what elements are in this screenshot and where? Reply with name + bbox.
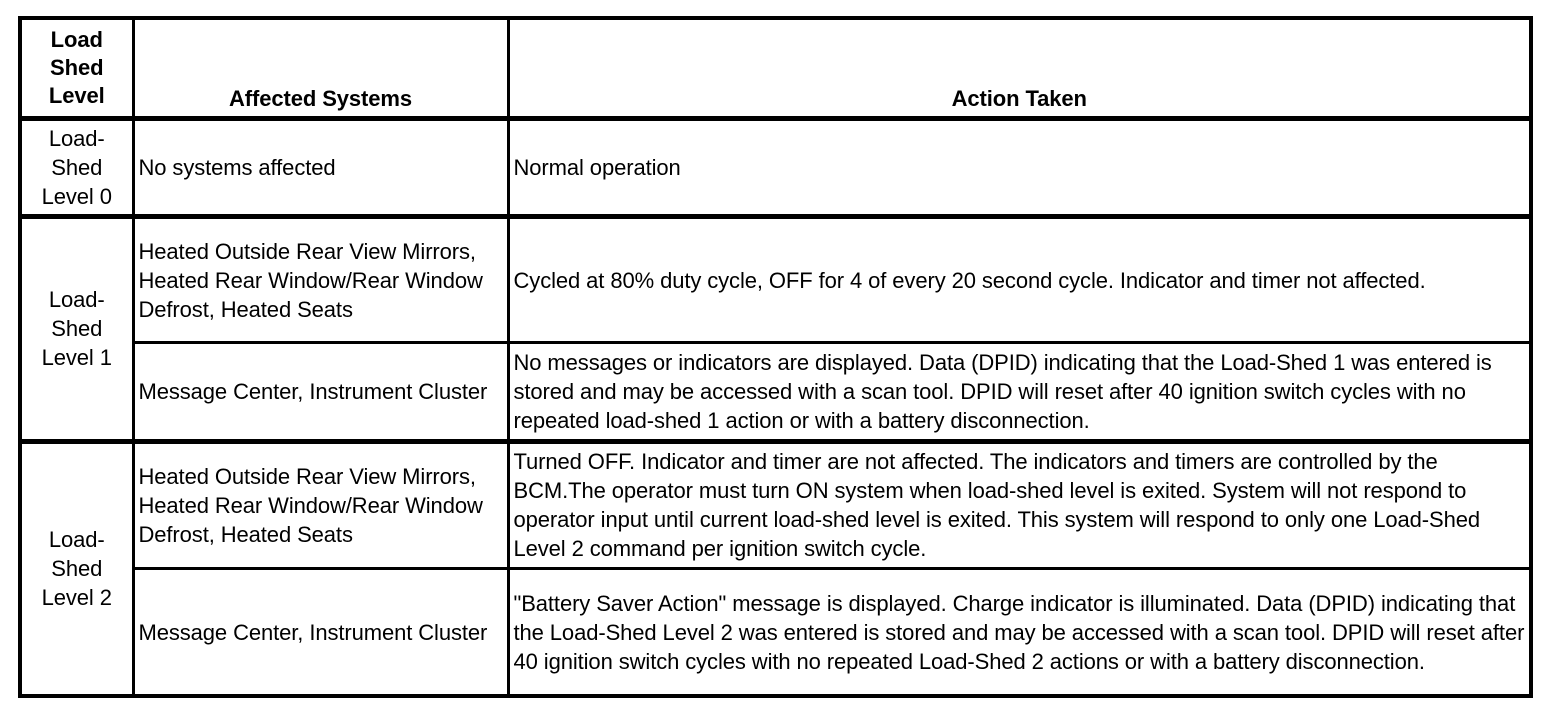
affected-systems-cell: Message Center, Instrument Cluster bbox=[133, 569, 508, 696]
header-load-shed-level: Load Shed Level bbox=[20, 18, 133, 118]
affected-systems-cell: Heated Outside Rear View Mirrors, Heated Rear Window/Rear Window Defrost, Heated Seats bbox=[133, 217, 508, 343]
table-row-level-2-a bbox=[20, 441, 1531, 568]
table-row-level-1-b bbox=[20, 343, 1531, 441]
header-affected-systems: Affected Systems bbox=[133, 18, 508, 118]
affected-systems-cell: Heated Outside Rear View Mirrors, Heated Rear Window/Rear Window Defrost, Heated Seats bbox=[133, 441, 508, 568]
table-row-level-0 bbox=[20, 118, 1531, 216]
table-row-level-1-a bbox=[20, 217, 1531, 343]
action-taken-cell: Normal operation bbox=[508, 118, 1531, 216]
action-taken-cell: Turned OFF. Indicator and timer are not affected. The indicators and timers are controlled by the BCM.The operator must turn ON system when load-shed level is exited. System will not respond to operator input until current load-shed level is exited. This system will respond to only one Load-Shed Level 2 command per ignition switch cycle. bbox=[508, 441, 1531, 568]
action-taken-cell: Cycled at 80% duty cycle, OFF for 4 of every 20 second cycle. Indicator and timer not affected. bbox=[508, 217, 1531, 343]
action-taken-cell: "Battery Saver Action" message is displayed. Charge indicator is illuminated. Data (DPID) indicating that the Load-Shed Level 2 was entered is stored and may be accessed with a scan tool. DPID will reset after 40 ignition switch cycles with no repeated Load-Shed 2 actions or with a battery disconnection. bbox=[508, 569, 1531, 696]
level-cell: Load-Shed Level 0 bbox=[20, 118, 133, 216]
affected-systems-cell: No systems affected bbox=[133, 118, 508, 216]
level-cell: Load-Shed Level 1 bbox=[20, 217, 133, 442]
header-row bbox=[20, 18, 1531, 118]
level-cell: Load-Shed Level 2 bbox=[20, 441, 133, 696]
load-shed-table bbox=[18, 16, 1533, 698]
affected-systems-cell: Message Center, Instrument Cluster bbox=[133, 343, 508, 441]
action-taken-cell: No messages or indicators are displayed. Data (DPID) indicating that the Load-Shed 1 was entered is stored and may be accessed with a scan tool. DPID will reset after 40 ignition switch cycles with no repeated load-shed 1 action or with a battery disconnection. bbox=[508, 343, 1531, 441]
header-action-taken: Action Taken bbox=[508, 18, 1531, 118]
table-row-level-2-b bbox=[20, 569, 1531, 696]
